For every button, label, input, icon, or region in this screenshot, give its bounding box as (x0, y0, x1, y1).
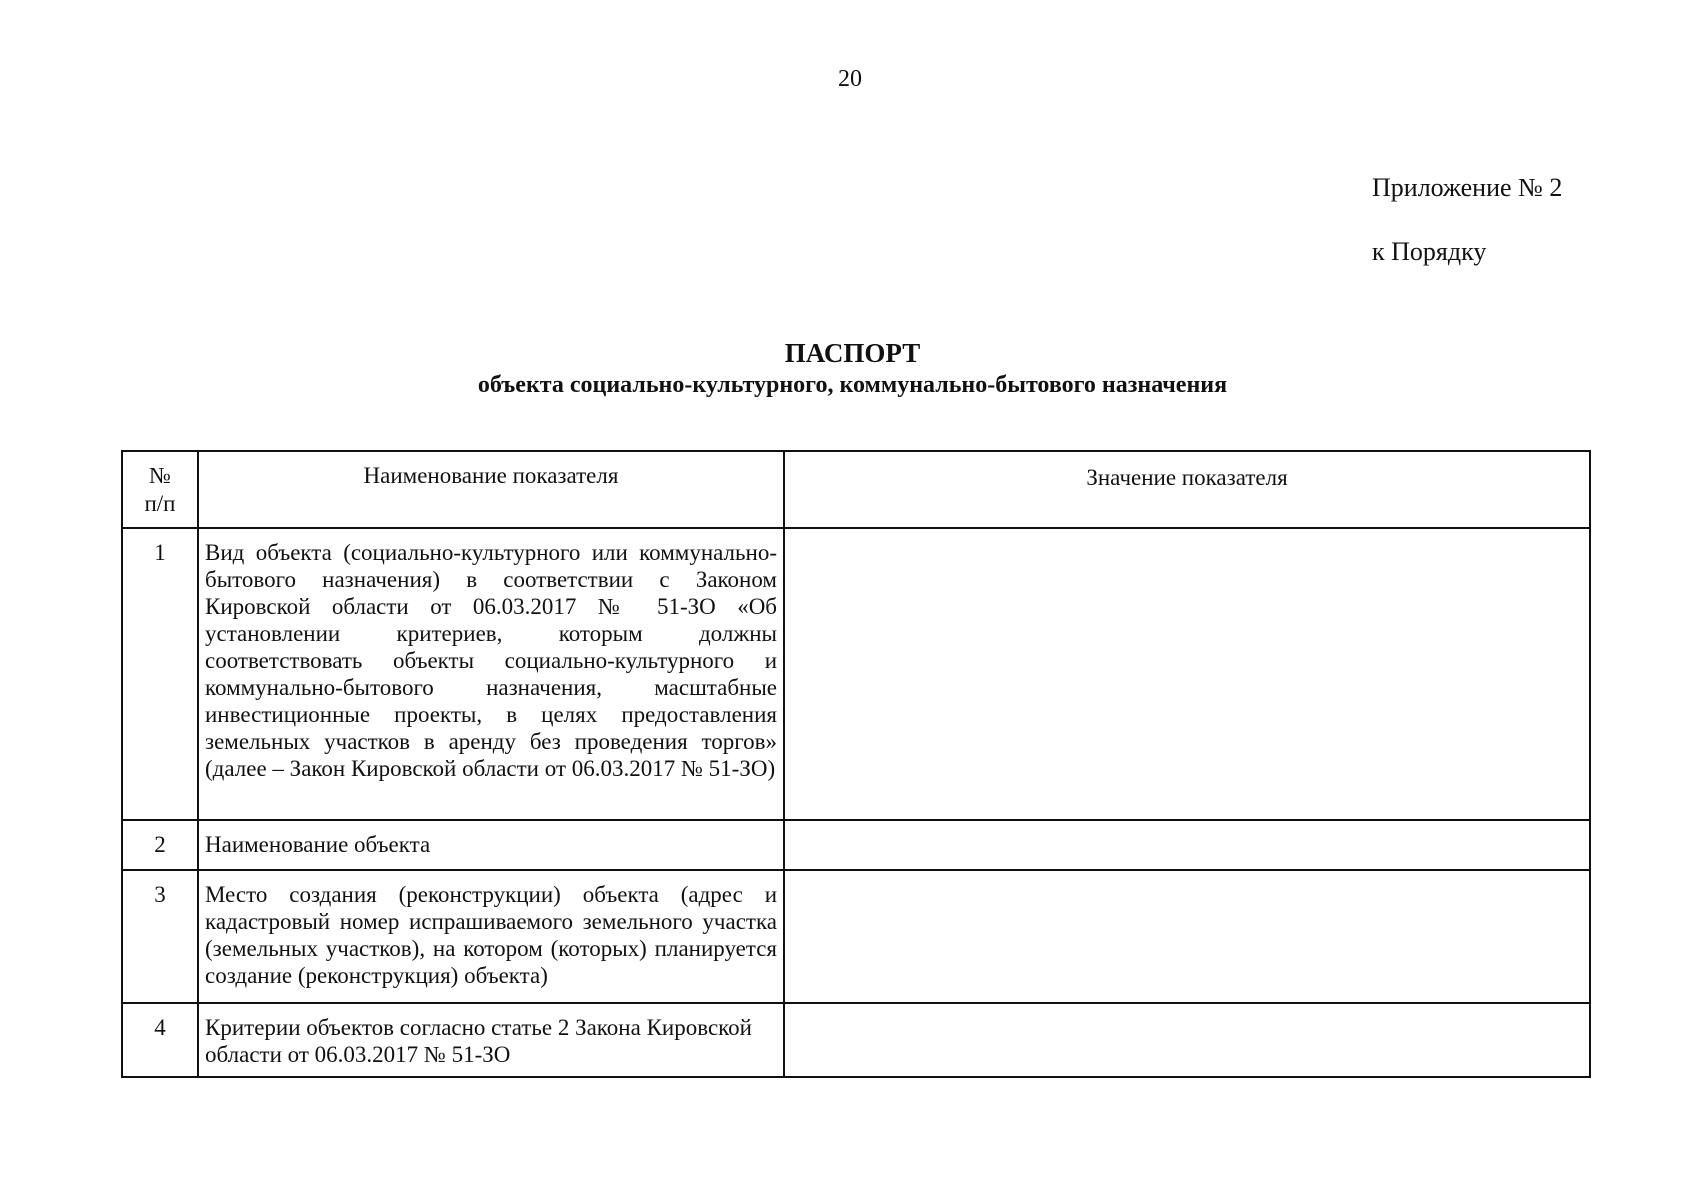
row-indicator-value[interactable] (784, 1003, 1590, 1077)
row-indicator-name: Критерии объектов согласно статье 2 Закона Кировской области от 06.03.2017 № 51-ЗО (198, 1003, 784, 1077)
row-indicator-value[interactable] (784, 528, 1590, 820)
row-number: 3 (122, 870, 198, 1003)
header-number (122, 451, 198, 528)
row-indicator-value[interactable] (784, 820, 1590, 870)
passport-table (121, 450, 1591, 1078)
table-row (122, 1003, 1590, 1077)
row-indicator-name: Место создания (реконструкции) объекта (адрес и кадастровый номер испрашиваемого земельного участка (земельных участков), на котором (которых) планируется создание (реконструкция) объекта) (198, 870, 784, 1003)
table-row (122, 528, 1590, 820)
header-indicator-name: Наименование показателя (198, 451, 784, 528)
row-number: 1 (122, 528, 198, 820)
table-header-row (122, 451, 1590, 528)
row-indicator-value[interactable] (784, 870, 1590, 1003)
table-row (122, 820, 1590, 870)
appendix-number: Приложение № 2 (1372, 173, 1563, 202)
header-number-line1: № (149, 463, 171, 488)
table-row (122, 870, 1590, 1003)
row-number: 2 (122, 820, 198, 870)
appendix-reference: к Порядку (1372, 237, 1487, 266)
document-title: ПАСПОРТ (784, 338, 921, 368)
row-number: 4 (122, 1003, 198, 1077)
page-number: 20 (838, 66, 862, 92)
row-indicator-name: Наименование объекта (198, 820, 784, 870)
document-subtitle: объекта социально-культурного, коммунально-бытового назначения (477, 372, 1228, 398)
row-indicator-name: Вид объекта (социально-культурного или коммунально-бытового назначения) в соответствии с Законом Кировской области от 06.03.2017 № 51-ЗО «Об установлении критериев, которым должны соответствовать объекты социально-культурного и коммунально-бытового назначения, масштабные инвестиционные проекты, в целях предоставления земельных участков в аренду без проведения торгов» (далее – Закон Кировской области от 06.03.2017 № 51-ЗО) (198, 528, 784, 820)
header-indicator-value: Значение показателя (784, 451, 1590, 528)
header-number-line2: п/п (144, 491, 176, 516)
